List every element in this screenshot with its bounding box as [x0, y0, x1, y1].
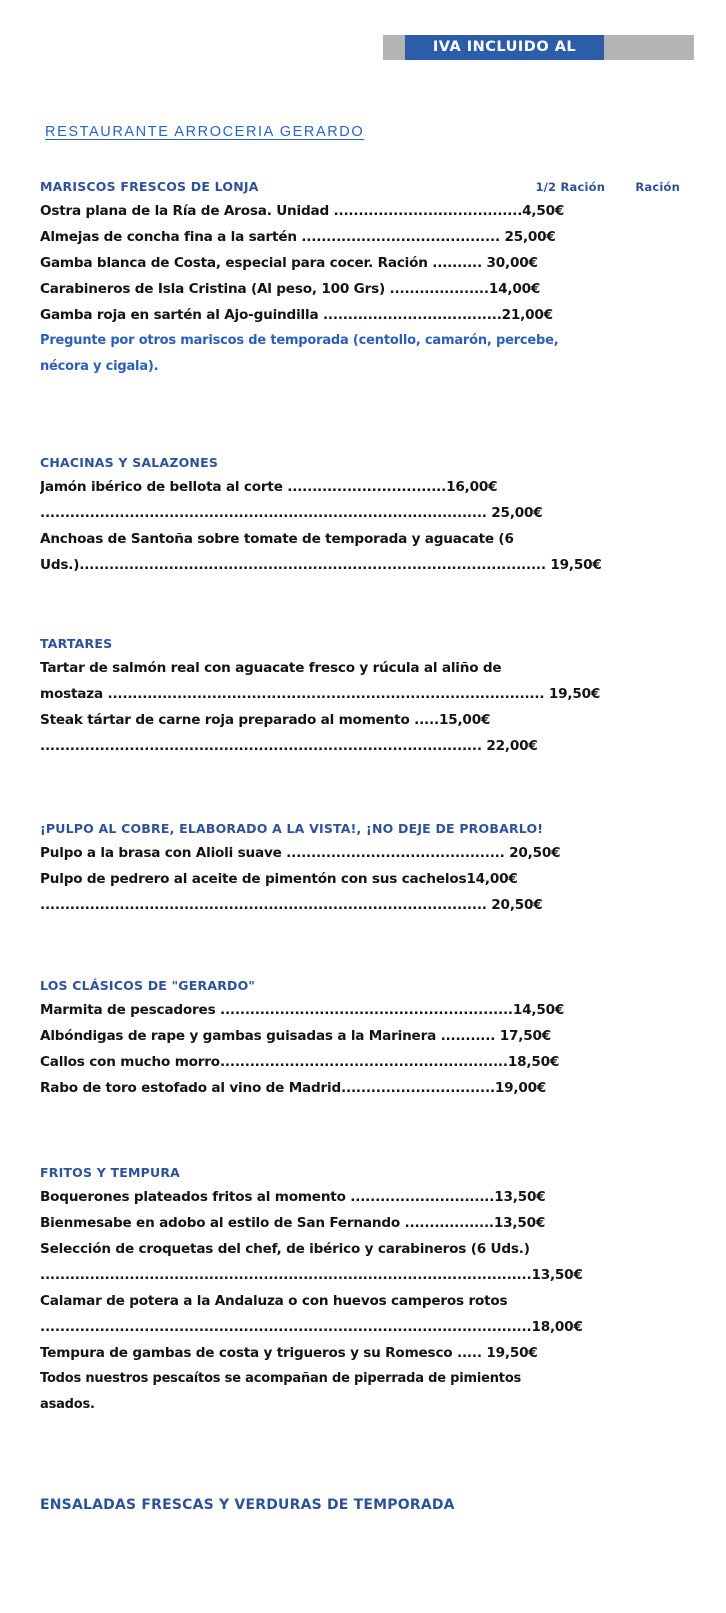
- section-fritos: [40, 1162, 680, 1418]
- iva-banner-label: IVA INCLUIDO AL: [405, 35, 604, 60]
- menu-item: Marmita de pescadores ...........................................................14,50€: [40, 1002, 565, 1018]
- section-title: LOS CLÁSICOS DE "GERARDO": [40, 978, 256, 993]
- note-line: Todos nuestros pescaítos se acompañan de piperrada de pimientos: [40, 1371, 522, 1386]
- menu-item: ......................................................................................... 22,00€: [40, 738, 538, 754]
- menu-item: .......................................................................................... 25,00€: [40, 505, 543, 521]
- menu-item: Jamón ibérico de bellota al corte ................................16,00€: [40, 479, 498, 495]
- menu-item: Selección de croquetas del chef, de ibérico y carabineros (6 Uds.): [40, 1241, 530, 1257]
- section-chacinas: [40, 452, 680, 578]
- menu-item: Steak tártar de carne roja preparado al momento .....15,00€: [40, 712, 491, 728]
- menu-item: Calamar de potera a la Andaluza o con huevos camperos rotos: [40, 1293, 508, 1309]
- section-note: [40, 1366, 680, 1418]
- half-portion-header: 1/2 Ración: [535, 180, 606, 194]
- restaurant-name-link[interactable]: RESTAURANTE ARROCERIA GERARDO: [45, 124, 365, 140]
- menu-item: Almejas de concha fina a la sartén ........................................ 25,00€: [40, 229, 556, 245]
- menu-item: Rabo de toro estofado al vino de Madrid...............................19,00€: [40, 1080, 547, 1096]
- menu-item: Anchoas de Santoña sobre tomate de temporada y aguacate (6: [40, 531, 514, 547]
- menu-item: Callos con mucho morro..........................................................18,50€: [40, 1054, 560, 1070]
- menu-item: Pulpo a la brasa con Alioli suave ............................................ 20,50€: [40, 845, 561, 861]
- note-line: nécora y cigala).: [40, 359, 159, 374]
- full-portion-header: Ración: [635, 180, 680, 194]
- menu-item: ...................................................................................................13,50€: [40, 1267, 583, 1283]
- section-title-text: MARISCOS FRESCOS DE LONJA: [40, 179, 259, 194]
- section-title: ¡PULPO AL COBRE, ELABORADO A LA VISTA!, ¡NO DEJE DE PROBARLO!: [40, 821, 544, 836]
- section-clasicos: [40, 975, 680, 1101]
- section-title: [40, 176, 680, 198]
- section-pulpo: [40, 818, 680, 918]
- menu-item: .......................................................................................... 20,50€: [40, 897, 543, 913]
- menu-item: Gamba roja en sartén al Ajo-guindilla ....................................21,00€: [40, 307, 553, 323]
- menu-item: Bienmesabe en adobo al estilo de San Fernando ..................13,50€: [40, 1215, 546, 1231]
- menu-item: Boquerones plateados fritos al momento .............................13,50€: [40, 1189, 546, 1205]
- menu-item: Tempura de gambas de costa y trigueros y su Romesco ..... 19,50€: [40, 1345, 538, 1361]
- menu-item: Carabineros de Isla Cristina (Al peso, 100 Grs) ....................14,00€: [40, 281, 541, 297]
- menu-item: mostaza ........................................................................................ 19,50€: [40, 686, 601, 702]
- section-title: FRITOS Y TEMPURA: [40, 1165, 181, 1180]
- menu-item: Uds.).............................................................................................. 19,50€: [40, 557, 602, 573]
- section-title: CHACINAS Y SALAZONES: [40, 455, 219, 470]
- section-title: TARTARES: [40, 636, 113, 651]
- section-mariscos: [40, 176, 680, 380]
- section-note: [40, 328, 680, 380]
- menu-item: Tartar de salmón real con aguacate fresco y rúcula al aliño de: [40, 660, 502, 676]
- menu-item: Gamba blanca de Costa, especial para cocer. Ración .......... 30,00€: [40, 255, 538, 271]
- section-ensaladas: [40, 1494, 680, 1516]
- note-line: asados.: [40, 1397, 95, 1412]
- section-title: ENSALADAS FRESCAS Y VERDURAS DE TEMPORADA: [40, 1497, 455, 1513]
- section-tartares: [40, 633, 680, 759]
- menu-item: Albóndigas de rape y gambas guisadas a la Marinera ........... 17,50€: [40, 1028, 551, 1044]
- menu-item: Pulpo de pedrero al aceite de pimentón con sus cachelos14,00€: [40, 871, 518, 887]
- note-line: Pregunte por otros mariscos de temporada (centollo, camarón, percebe,: [40, 333, 559, 348]
- menu-item: Ostra plana de la Ría de Arosa. Unidad ......................................4,50€: [40, 203, 565, 219]
- menu-item: ...................................................................................................18,00€: [40, 1319, 583, 1335]
- portion-column-headers: [509, 176, 680, 198]
